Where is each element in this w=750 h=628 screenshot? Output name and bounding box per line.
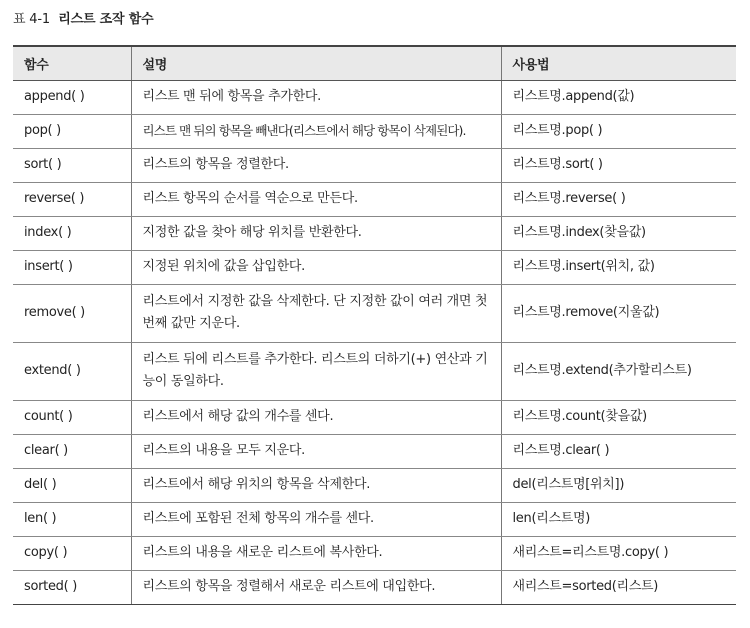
cell-description: 지정한 값을 찾아 해당 위치를 반환한다. — [131, 216, 501, 250]
cell-usage: 새리스트=리스트명.copy( ) — [501, 536, 736, 570]
cell-usage: 새리스트=sorted(리스트) — [501, 570, 736, 604]
cell-usage: 리스트명.insert(위치, 값) — [501, 250, 736, 284]
table-row — [13, 284, 736, 342]
table-row — [13, 468, 736, 502]
cell-description: 리스트 맨 뒤의 항목을 빼낸다(리스트에서 해당 항목이 삭제된다). — [131, 114, 501, 148]
table-row — [13, 570, 736, 604]
cell-description: 리스트의 항목을 정렬한다. — [131, 148, 501, 182]
cell-description: 지정된 위치에 값을 삽입한다. — [131, 250, 501, 284]
cell-function: append( ) — [13, 80, 131, 114]
cell-function: remove( ) — [13, 284, 131, 342]
cell-usage: 리스트명.extend(추가할리스트) — [501, 342, 736, 400]
table-row — [13, 216, 736, 250]
cell-description: 리스트에 포함된 전체 항목의 개수를 센다. — [131, 502, 501, 536]
list-functions-table — [13, 45, 736, 605]
cell-usage: 리스트명.index(찾을값) — [501, 216, 736, 250]
table-caption — [13, 9, 750, 31]
cell-description: 리스트에서 해당 위치의 항목을 삭제한다. — [131, 468, 501, 502]
cell-function: len( ) — [13, 502, 131, 536]
cell-function: index( ) — [13, 216, 131, 250]
cell-usage: 리스트명.remove(지울값) — [501, 284, 736, 342]
table-row — [13, 250, 736, 284]
cell-function: pop( ) — [13, 114, 131, 148]
cell-function: sorted( ) — [13, 570, 131, 604]
header-description: 설명 — [131, 46, 501, 80]
table-number: 표 4-1 — [13, 12, 50, 27]
cell-usage: len(리스트명) — [501, 502, 736, 536]
table-row — [13, 536, 736, 570]
table-header-row — [13, 46, 736, 80]
cell-usage: 리스트명.clear( ) — [501, 434, 736, 468]
table-row — [13, 400, 736, 434]
cell-usage: del(리스트명[위치]) — [501, 468, 736, 502]
table-row — [13, 114, 736, 148]
cell-description: 리스트의 내용을 새로운 리스트에 복사한다. — [131, 536, 501, 570]
cell-function: count( ) — [13, 400, 131, 434]
table-row — [13, 434, 736, 468]
header-usage: 사용법 — [501, 46, 736, 80]
cell-usage: 리스트명.reverse( ) — [501, 182, 736, 216]
cell-description: 리스트에서 해당 값의 개수를 센다. — [131, 400, 501, 434]
cell-description: 리스트의 내용을 모두 지운다. — [131, 434, 501, 468]
cell-function: clear( ) — [13, 434, 131, 468]
cell-usage: 리스트명.append(값) — [501, 80, 736, 114]
table-row — [13, 502, 736, 536]
cell-function: extend( ) — [13, 342, 131, 400]
table-row — [13, 148, 736, 182]
table-row — [13, 342, 736, 400]
cell-function: reverse( ) — [13, 182, 131, 216]
cell-description: 리스트 항목의 순서를 역순으로 만든다. — [131, 182, 501, 216]
table-row — [13, 182, 736, 216]
cell-function: del( ) — [13, 468, 131, 502]
cell-usage: 리스트명.pop( ) — [501, 114, 736, 148]
cell-function: sort( ) — [13, 148, 131, 182]
cell-function: copy( ) — [13, 536, 131, 570]
cell-usage: 리스트명.count(찾을값) — [501, 400, 736, 434]
table-title: 리스트 조작 함수 — [58, 12, 154, 27]
header-function: 함수 — [13, 46, 131, 80]
cell-description: 리스트의 항목을 정렬해서 새로운 리스트에 대입한다. — [131, 570, 501, 604]
table-row — [13, 80, 736, 114]
cell-function: insert( ) — [13, 250, 131, 284]
cell-description: 리스트 뒤에 리스트를 추가한다. 리스트의 더하기(+) 연산과 기능이 동일하다. — [131, 342, 501, 400]
cell-usage: 리스트명.sort( ) — [501, 148, 736, 182]
cell-description: 리스트 맨 뒤에 항목을 추가한다. — [131, 80, 501, 114]
cell-description: 리스트에서 지정한 값을 삭제한다. 단 지정한 값이 여러 개면 첫 번째 값만 지운다. — [131, 284, 501, 342]
